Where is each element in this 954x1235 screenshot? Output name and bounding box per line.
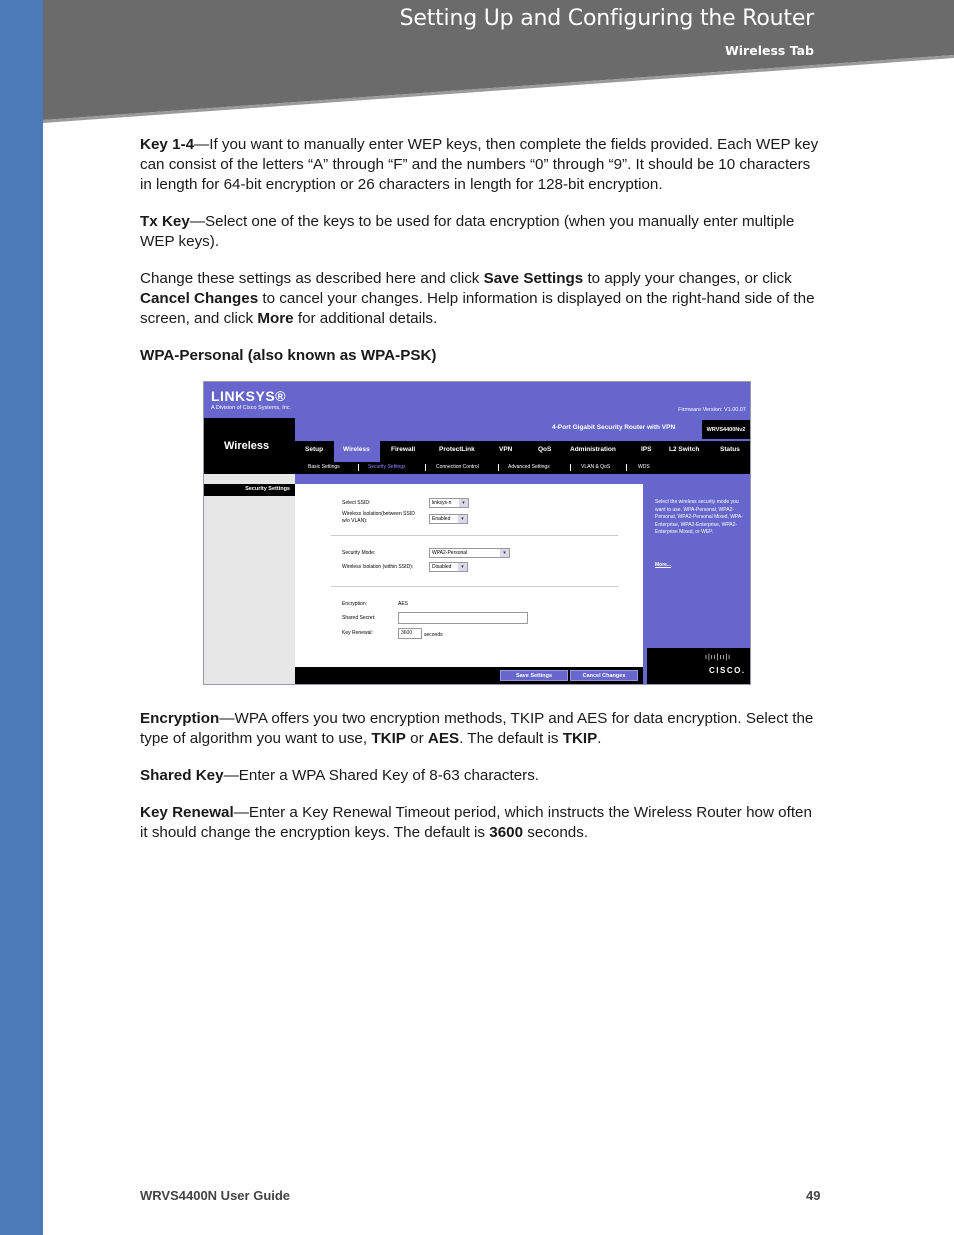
- page-header-title: Setting Up and Configuring the Router: [399, 6, 814, 31]
- paragraph-tx-key: [140, 212, 820, 252]
- p4-bold-aes: AES: [427, 730, 460, 747]
- select-ssid-dropdown[interactable]: [429, 498, 469, 508]
- chevron-down-icon: ▾: [458, 563, 467, 571]
- encryption-label: Encryption:: [342, 601, 368, 607]
- chevron-down-icon: ▾: [459, 499, 468, 507]
- tab-vpn[interactable]: VPN: [499, 446, 513, 453]
- cisco-bars-icon: ı|ıı|ıı|ı: [705, 654, 732, 661]
- tab-qos[interactable]: QoS: [538, 446, 552, 453]
- text-tx-key: —Select one of the keys to be used for data encryption (when you manually enter multiple WEP keys).: [140, 213, 795, 250]
- term-encryption: Encryption: [140, 710, 220, 727]
- paragraph-shared-key: [140, 766, 820, 786]
- key-renewal-input[interactable]: 3600: [398, 628, 422, 639]
- term-key-renewal: Key Renewal: [140, 804, 234, 821]
- section-divider: [331, 535, 618, 536]
- footer-page-number: 49: [806, 1188, 821, 1203]
- paragraph-key-1-4: [140, 135, 820, 195]
- isolation-between-label: Wireless Isolation(between SSID w/o VLAN):: [342, 511, 415, 524]
- term-key-1-4: Key 1-4: [140, 136, 195, 153]
- subtab-wds[interactable]: WDS: [638, 464, 650, 470]
- security-mode-label: Security Mode:: [342, 550, 376, 556]
- p4-bold-tkip: TKIP: [371, 730, 406, 747]
- firmware-version: Firmware Version: V1.00.07: [678, 407, 746, 413]
- p3-text-1: Change these settings as described here and click: [140, 270, 484, 287]
- p3-text-4: for additional details.: [293, 310, 438, 327]
- key-renewal-label: Key Renewal:: [342, 630, 373, 636]
- paragraph-encryption: [140, 709, 820, 749]
- tab-administration[interactable]: Administration: [570, 446, 616, 453]
- text-key-1-4: —If you want to manually enter WEP keys, then complete the fields provided. Each WEP key can consist of the letters “A” through “F” and the numbers “0” through “9”. It should be 10 characters in length for 64-bit encryption or 26 characters in length for 128-bit encryption.: [140, 136, 819, 193]
- tab-status[interactable]: Status: [720, 446, 740, 453]
- term-shared-key: Shared Key: [140, 767, 224, 784]
- paragraph-key-renewal: [140, 803, 820, 843]
- linksys-logo-subtitle: A Division of Cisco Systems, Inc.: [211, 405, 292, 411]
- left-side-bar: [0, 0, 43, 1235]
- p3-bold-save-settings: Save Settings: [483, 270, 584, 287]
- help-text: Select the wireless security mode you want to use. WPA-Personal, WPA2-Personal, WPA2-Personal Mixed, WPA-Enterprise, WPA2-Enterprise, WPA2-Enterprise Mixed, or WEP.: [655, 499, 743, 535]
- subtab-connection-control[interactable]: Connection Control: [436, 464, 479, 470]
- p6-text-2: seconds.: [523, 824, 589, 841]
- router-model-badge: WRVS4400Nv2: [702, 420, 750, 439]
- section-heading-wpa-personal: WPA-Personal (also known as WPA-PSK): [140, 347, 437, 364]
- subtab-security-settings[interactable]: Security Settings: [368, 464, 406, 470]
- left-panel-label: Security Settings: [245, 486, 290, 492]
- router-left-panel: [204, 474, 295, 685]
- section-divider: [331, 586, 618, 587]
- security-mode-dropdown[interactable]: [429, 548, 510, 558]
- router-model-title: 4-Port Gigabit Security Router with VPN: [552, 424, 676, 431]
- select-ssid-value: linksys-n: [432, 500, 452, 506]
- page-header-subtitle: Wireless Tab: [724, 43, 814, 58]
- subtab-vlan-qos[interactable]: VLAN & QoS: [581, 464, 611, 470]
- subtab-separator: [570, 464, 571, 471]
- p4-bold-default-tkip: TKIP: [562, 730, 598, 747]
- subtab-separator: [425, 464, 426, 471]
- tab-wireless[interactable]: Wireless: [343, 446, 370, 453]
- router-screenshot: [203, 381, 751, 685]
- p3-bold-more: More: [257, 310, 294, 327]
- isolation-between-value: Enabled: [432, 516, 451, 522]
- p6-bold-3600: 3600: [489, 824, 524, 841]
- p4-text-2: or: [405, 730, 428, 747]
- p4-text-1: —WPA offers you two encryption methods, TKIP and AES for data encryption. Select the type of algorithm you want to use,: [140, 710, 814, 747]
- tab-firewall[interactable]: Firewall: [391, 446, 416, 453]
- p3-text-2: to apply your changes, or click: [583, 270, 792, 287]
- select-ssid-label: Select SSID:: [342, 500, 371, 506]
- router-section-name: Wireless: [224, 440, 270, 452]
- cancel-changes-button[interactable]: Cancel Changes: [570, 670, 638, 681]
- footer-guide-title: WRVS4400N User Guide: [140, 1188, 291, 1203]
- p6-text-1: —Enter a Key Renewal Timeout period, which instructs the Wireless Router how often it should change the encryption keys. The default is: [140, 804, 812, 841]
- chevron-down-icon: ▾: [500, 549, 509, 557]
- cisco-logo-text: CISCO.: [709, 666, 746, 675]
- linksys-logo: LINKSYS®: [211, 388, 286, 404]
- tab-l2-switch[interactable]: L2 Switch: [669, 446, 700, 453]
- save-settings-button[interactable]: Save Settings: [500, 670, 568, 681]
- router-model-bar: [295, 418, 751, 441]
- p3-bold-cancel-changes: Cancel Changes: [140, 290, 259, 307]
- isolation-within-dropdown[interactable]: [429, 562, 468, 572]
- p4-text-3: . The default is: [459, 730, 563, 747]
- isolation-within-label: Wireless Isolation (within SSID):: [342, 564, 414, 570]
- chevron-down-icon: ▾: [458, 515, 467, 523]
- p3-text-3: to cancel your changes. Help information is displayed on the right-hand side of the screen, and click: [140, 290, 815, 327]
- tab-setup[interactable]: Setup: [305, 446, 324, 453]
- tab-protectlink[interactable]: ProtectLink: [439, 446, 475, 453]
- subtab-separator: [498, 464, 499, 471]
- subtab-advanced-settings[interactable]: Advanced Settings: [508, 464, 550, 470]
- paragraph-save-instructions: [140, 269, 820, 329]
- shared-secret-label: Shared Secret:: [342, 615, 376, 621]
- term-tx-key: Tx Key: [140, 213, 190, 230]
- security-mode-value: WPA2-Personal: [432, 550, 468, 556]
- isolation-within-value: Disabled: [432, 564, 452, 570]
- key-renewal-unit: seconds: [424, 632, 443, 638]
- encryption-value: AES: [398, 601, 409, 607]
- shared-secret-input[interactable]: [398, 612, 528, 624]
- subtab-basic-settings[interactable]: Basic Settings: [308, 464, 340, 470]
- tab-ips[interactable]: IPS: [641, 446, 652, 453]
- isolation-between-dropdown[interactable]: [429, 514, 468, 524]
- document-body-lower: [140, 709, 820, 860]
- help-more-link[interactable]: More...: [655, 562, 672, 568]
- document-body: [140, 135, 820, 383]
- text-shared-key: —Enter a WPA Shared Key of 8-63 characters.: [223, 767, 540, 784]
- subtab-separator: [358, 464, 359, 471]
- p4-text-4: .: [597, 730, 602, 747]
- subtab-separator: [626, 464, 627, 471]
